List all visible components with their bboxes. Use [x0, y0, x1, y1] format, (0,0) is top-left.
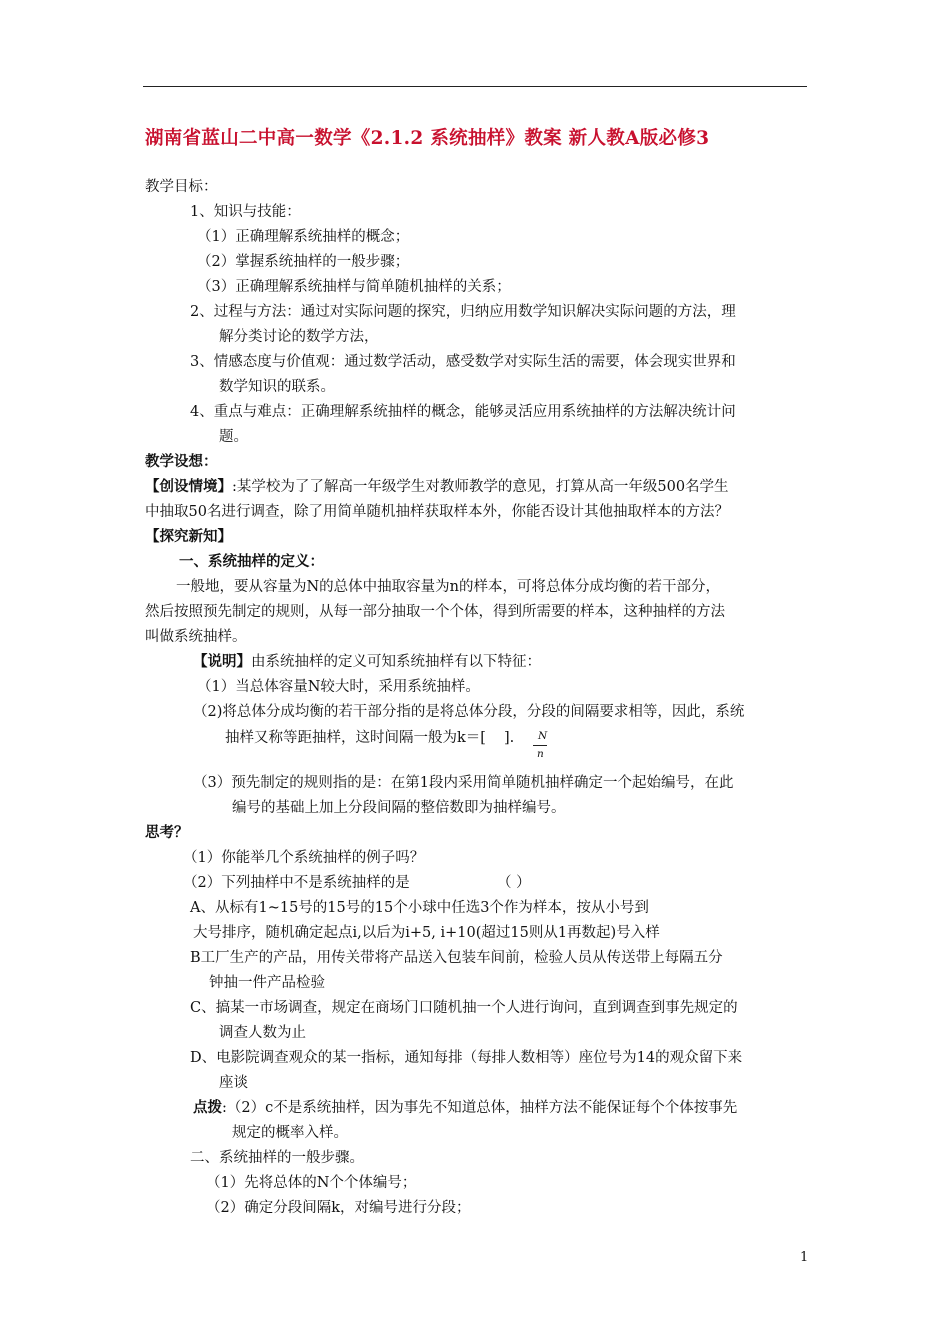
fraction-bar [533, 745, 547, 746]
note-text: 由系统抽样的定义可知系统抽样有以下特征： [251, 654, 541, 670]
definition-paragraph: 然后按照预先制定的规则，从每一部分抽取一个个体，得到所需要的样本，这种抽样的方法 [145, 604, 725, 620]
think-question: （1）你能举几个系统抽样的例子吗？ [183, 850, 425, 866]
feature-text: 抽样又称等距抽样，这时间隔一般为k＝[ [225, 730, 486, 746]
scenario-text: :某学校为了了解高一年级学生对教师教学的意见，打算从高一年级500名学生 [232, 479, 729, 495]
note-paragraph [193, 652, 541, 672]
hint-text: :（2）c不是系统抽样，因为事先不知道总体，抽样方法不能保证每个个体按事先 [222, 1100, 738, 1116]
feature-item: （1）当总体容量N较大时，采用系统抽样。 [197, 679, 480, 695]
answer-blank: （ ） [497, 875, 531, 891]
fraction-numerator: N [538, 730, 548, 742]
note-label: 【说明】 [193, 653, 251, 670]
explore-label: 【探究新知】 [145, 528, 232, 545]
steps-heading: 二、系统抽样的一般步骤。 [190, 1150, 364, 1166]
hint-label: 点拨 [193, 1099, 222, 1116]
objectives-heading: 教学目标： [145, 179, 218, 195]
option-c-cont: 调查人数为止 [219, 1025, 306, 1041]
objective-item: 4、重点与难点：正确理解系统抽样的概念，能够灵活应用系统抽样的方法解决统计问 [190, 404, 736, 420]
think-heading: 思考？ [145, 824, 189, 841]
objective-subitem: （2）掌握系统抽样的一般步骤； [197, 254, 410, 270]
option-a: A、从标有1~15号的15号的15个小球中任选3个作为样本，按从小号到 [190, 900, 649, 916]
hint-paragraph [193, 1098, 737, 1118]
think-question: （2）下列抽样中不是系统抽样的是 [183, 875, 410, 891]
feature-item-cont: 编号的基础上加上分段间隔的整倍数即为抽样编号。 [232, 800, 566, 816]
scenario-text-cont: 中抽取50名进行调查，除了用简单随机抽样获取样本外，你能否设计其他抽取样本的方法？ [145, 504, 729, 520]
option-c: C、搞某一市场调查，规定在商场门口随机抽一个人进行询问，直到调查到事先规定的 [190, 1000, 738, 1016]
option-d-cont: 座谈 [219, 1075, 248, 1091]
scenario-label: 【创设情境】 [145, 478, 232, 495]
objective-item: 2、过程与方法：通过对实际问题的探究，归纳应用数学知识解决实际问题的方法，理 [190, 304, 736, 320]
page-title: 湖南省蓝山二中高一数学《2.1.2 系统抽样》教案 新人教A版必修3 [145, 128, 710, 149]
option-d: D、电影院调查观众的某一指标，通知每排（每排人数相等）座位号为14的观众留下来 [190, 1050, 743, 1066]
objective-item: 3、情感态度与价值观：通过数学活动，感受数学对实际生活的需要，体会现实世界和 [190, 354, 736, 370]
definition-paragraph: 叫做系统抽样。 [145, 629, 247, 645]
objective-subitem: （3）正确理解系统抽样与简单随机抽样的关系； [197, 279, 511, 295]
option-a-cont: 大号排序，随机确定起点i,以后为i+5, i+10(超过15则从1再数起)号入样 [193, 925, 660, 941]
feature-text-end: ]. [503, 730, 515, 746]
objective-subitem: （1）正确理解系统抽样的概念； [197, 229, 410, 245]
objective-item: 1、知识与技能： [190, 204, 301, 220]
objective-item-cont: 数学知识的联系。 [219, 379, 335, 395]
scenario-paragraph [145, 477, 729, 497]
option-b: B工厂生产的产品，用传关带将产品送入包装车间前，检验人员从传送带上每隔五分 [190, 950, 723, 966]
definition-heading: 一、系统抽样的定义： [179, 553, 324, 570]
design-heading: 教学设想： [145, 453, 218, 470]
page-number: 1 [800, 1250, 809, 1265]
feature-item: （3）预先制定的规则指的是：在第1段内采用简单随机抽样确定一个起始编号，在此 [193, 775, 734, 791]
objective-item-cont: 解分类讨论的数学方法， [219, 329, 379, 345]
option-b-cont: 钟抽一件产品检验 [209, 975, 325, 991]
fraction-denominator: n [537, 748, 544, 760]
step-item: （2）确定分段间隔k，对编号进行分段； [206, 1200, 471, 1216]
step-item: （1）先将总体的N个个体编号； [206, 1175, 417, 1191]
feature-item: （2)将总体分成均衡的若干部分指的是将总体分段，分段的间隔要求相等，因此，系统 [193, 704, 745, 720]
header-rule [143, 86, 807, 87]
definition-paragraph: 一般地，要从容量为N的总体中抽取容量为n的样本，可将总体分成均衡的若干部分， [176, 579, 721, 595]
objective-item-cont: 题。 [219, 429, 248, 445]
hint-text-cont: 规定的概率入样。 [232, 1125, 348, 1141]
feature-item-cont [225, 728, 514, 748]
